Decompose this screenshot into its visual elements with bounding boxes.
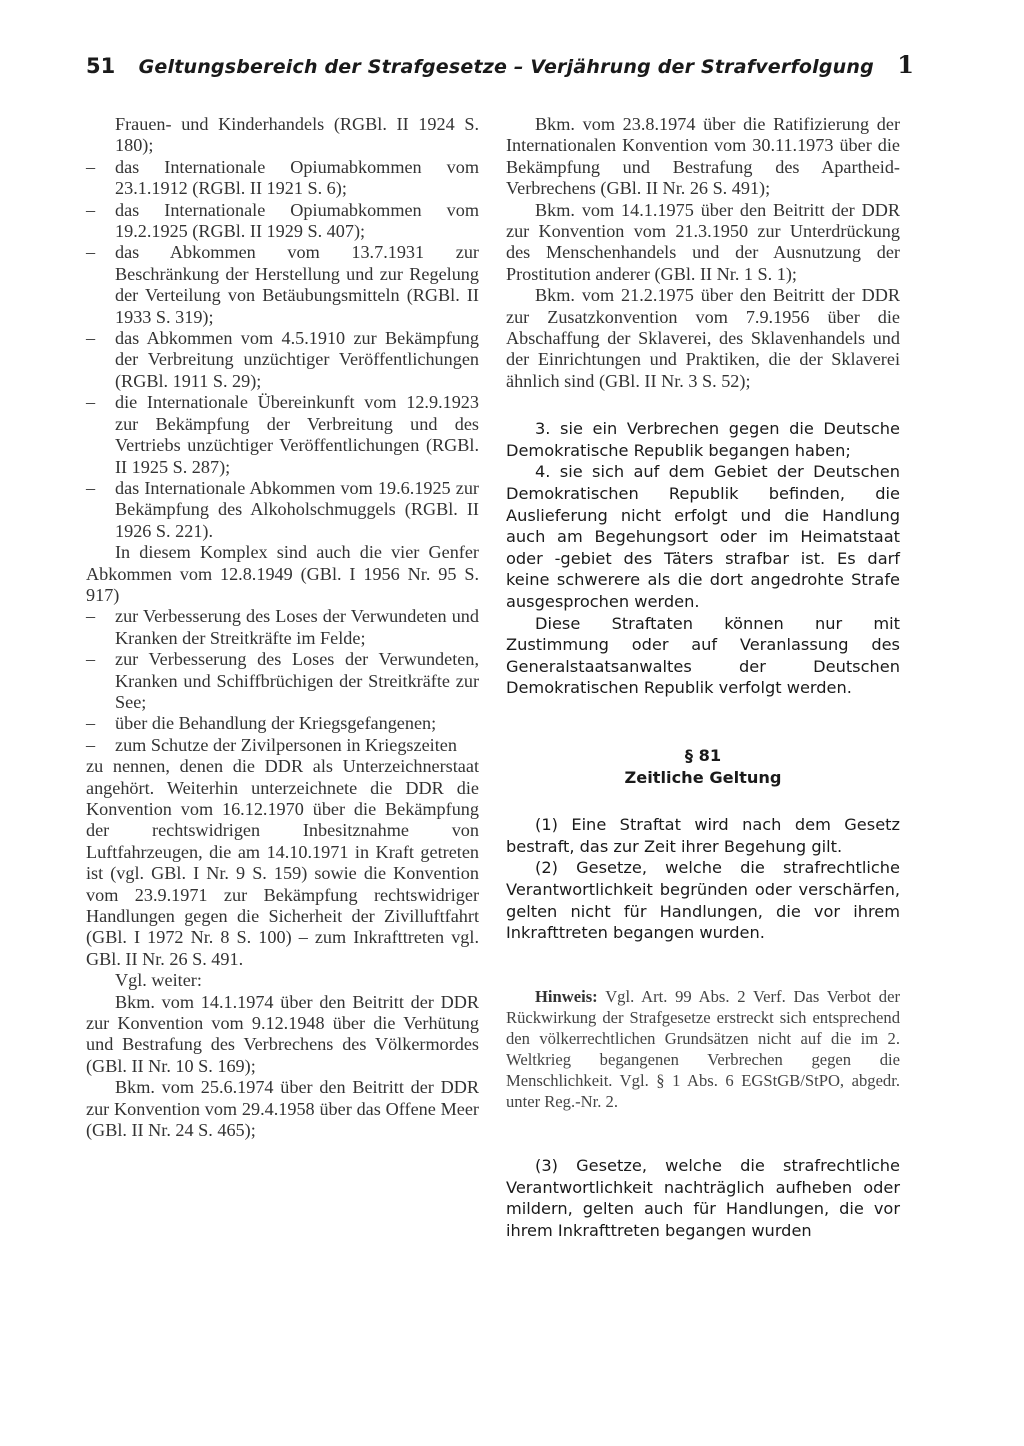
list-item: – zur Verbesserung des Loses der Verwundeten, Kranken und Schiffbrüchigen der Streitkräfte zur See; — [86, 649, 479, 713]
left-paragraph-5: Bkm. vom 14.1.1974 über den Beitritt der DDR zur Konvention vom 9.12.1948 über die Verhütung und Bestrafung des Verbrechens des Völkermordes (GBl. II Nr. 10 S. 169); — [86, 991, 479, 1076]
spacer — [506, 944, 900, 970]
hinweis-text: Vgl. Art. 99 Abs. 2 Verf. Das Verbot der Rückwirkung der Strafgesetze erstreckt sich entsprechend den völkerrechtlichen Grundsätzen nicht auf die im 2. Weltkrieg begangenen Verbrechen gegen die Menschlichkeit. Vgl. § 1 Abs. 6 EGStGB/StPO, abgedr. unter Reg.-Nr. 2. — [506, 987, 900, 1112]
section-number: 1 — [897, 50, 914, 79]
left-paragraph-1: Frauen- und Kinderhandels (RGBl. II 1924 S. 180); — [115, 114, 479, 156]
spacer — [506, 1129, 900, 1155]
running-title: Geltungsbereich der Strafgesetze – Verjährung der Strafverfolgung — [138, 56, 874, 78]
hinweis-note — [506, 986, 900, 1112]
page-number: 51 — [86, 54, 116, 78]
section-heading-number: § 81 — [684, 746, 722, 765]
list-item: – das Abkommen vom 13.7.1931 zur Beschränkung der Herstellung und zur Regelung der Verteilung von Betäubungsmitteln (RGBl. II 1933 S. 319); — [86, 242, 479, 328]
list-item: – über die Behandlung der Kriegsgefangenen; — [86, 713, 479, 734]
right-paragraph-3: Bkm. vom 21.2.1975 über den Beitritt der DDR zur Zusatzkonvention vom 7.9.1956 über die Abschaffung der Sklaverei, des Sklavenhandels und der Einrichtungen und Praktiken, die der Sklaverei ähnlich sind (GBl. II Nr. 3 S. 52); — [506, 285, 900, 391]
spacer — [506, 392, 900, 418]
section-paragraph-1: (1) Eine Straftat wird nach dem Gesetz bestraft, das zur Zeit ihrer Begehung gilt. — [506, 815, 900, 856]
list-item: – das Internationale Abkommen vom 19.6.1925 zur Bekämpfung des Alkoholschmuggels (RGBl. II 1926 S. 221). — [86, 478, 479, 542]
right-column — [506, 114, 900, 1241]
list-item: – zum Schutze der Zivilpersonen in Kriegszeiten — [86, 735, 479, 756]
section-paragraph-2: (2) Gesetze, welche die strafrechtliche Verantwortlichkeit begründen oder verschärfen, gelten nicht für Handlungen, die vor ihrem Inkrafttreten begangen wurden. — [506, 858, 900, 943]
spacer — [506, 725, 900, 745]
law-item-3: 3. sie ein Verbrechen gegen die Deutsche Demokratische Republik begangen haben; — [506, 419, 900, 460]
left-paragraph-2: In diesem Komplex sind auch die vier Genfer Abkommen vom 12.8.1949 (GBl. I 1956 Nr. 95 S. 917) — [86, 542, 479, 605]
left-paragraph-4: Vgl. weiter: — [115, 970, 202, 991]
left-paragraph-3: zu nennen, denen die DDR als Unterzeichnerstaat angehört. Weiterhin unterzeichnete die DDR die Konvention vom 16.12.1970 über die Bekämpfung der rechtswidrigen Inbesitznahme von Luftfahrzeugen, die am 14.10.1971 in Kraft getreten ist (vgl. GBl. I Nr. 9 S. 159) sowie die Konvention vom 23.9.1971 zur Bekämpfung rechtswidriger Handlungen gegen die Sicherheit der Zivilluftfahrt (GBl. I 1972 Nr. 8 S. 100) – zum Inkrafttreten vgl. GBl. II Nr. 26 S. 491. — [86, 756, 479, 969]
section-heading-title: Zeitliche Geltung — [624, 767, 782, 787]
list-item: – das Internationale Opiumabkommen vom 19.2.1925 (RGBl. II 1929 S. 407); — [86, 200, 479, 243]
list-item: – das Internationale Opiumabkommen vom 23.1.1912 (RGBl. II 1921 S. 6); — [86, 157, 479, 200]
law-paragraph: Diese Straftaten können nur mit Zustimmung oder auf Veranlassung des Generalstaatsanwaltes der Deutschen Demokratischen Republik verfolgt werden. — [506, 613, 900, 698]
left-column — [86, 114, 479, 1142]
spacer — [506, 699, 900, 725]
section-paragraph-3: (3) Gesetze, welche die strafrechtliche Verantwortlichkeit nachträglich aufheben oder mildern, gelten auch für Handlungen, die vor ihrem Inkrafttreten begangen wurden — [506, 1155, 900, 1240]
list-item: – das Abkommen vom 4.5.1910 zur Bekämpfung der Verbreitung unzüchtiger Veröffentlichungen (RGBl. 1911 S. 29); — [86, 328, 479, 392]
spacer — [506, 788, 900, 814]
list-item: – zur Verbesserung des Loses der Verwundeten und Kranken der Streitkräfte im Felde; — [86, 606, 479, 649]
law-item-4: 4. sie sich auf dem Gebiet der Deutschen Demokratischen Republik befinden, die Auslieferung nicht erfolgt und die Handlung auch am Begehungsort oder im Heimatstaat oder -gebiet des Täters strafbar ist. Es darf keine schwerere als die dort angedrohte Strafe ausgesprochen werden. — [506, 462, 900, 612]
right-paragraph-1: Bkm. vom 23.8.1974 über die Ratifizierung der Internationalen Konvention vom 30.11.1973 über die Bekämpfung und Bestrafung des Apartheid-Verbrechens (GBl. II Nr. 26 S. 491); — [506, 114, 900, 199]
left-paragraph-6: Bkm. vom 25.6.1974 über den Beitritt der DDR zur Konvention vom 29.4.1958 über das Offene Meer (GBl. II Nr. 24 S. 465); — [86, 1077, 479, 1141]
page-header — [86, 50, 914, 80]
hinweis-label: Hinweis: — [535, 987, 598, 1007]
right-paragraph-2: Bkm. vom 14.1.1975 über den Beitritt der DDR zur Konvention vom 21.3.1950 zur Unterdrückung des Menschenhandels und der Ausnutzung der Prostitution anderer (GBl. II Nr. 1 S. 1); — [506, 199, 900, 284]
list-item: – die Internationale Übereinkunft vom 12.9.1923 zur Bekämpfung der Verbreitung und des Vertriebs unzüchtiger Veröffentlichungen (RGBl. II 1925 S. 287); — [86, 392, 479, 478]
